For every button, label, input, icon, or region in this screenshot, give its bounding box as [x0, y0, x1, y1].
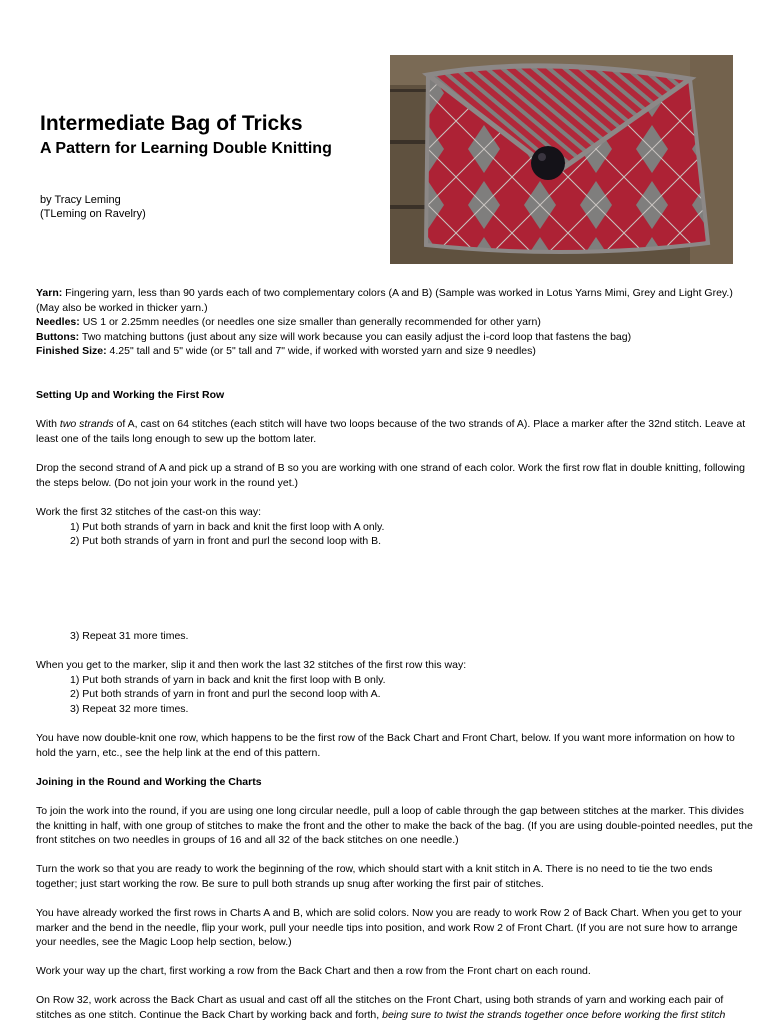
- section1-para2: [36, 461, 754, 490]
- step-item: 1) Put both strands of yarn in back and knit the first loop with A only.: [70, 520, 385, 533]
- charts-paragraph: You have already worked the first rows in Charts A and B, which are solid colors. Now you are ready to work Row 2 of Back Chart. When you get to your marker and the bend in the needle, flip your work, pull your needle tips into position, and work Row 2 of Front Chart. (If you are not sure how to arrange your needles, see the Magic Loop help section, below.): [36, 907, 742, 949]
- cast-on-emphasis: two strands: [59, 418, 114, 430]
- needles-text: US 1 or 2.25mm needles (or needles one size smaller than generally recommended for other yarn): [79, 316, 541, 329]
- author-ravelry: (TLeming on Ravelry): [40, 208, 146, 220]
- section1-steps-b: [36, 658, 754, 716]
- yarn-line: [36, 286, 754, 315]
- marker-intro: When you get to the marker, slip it and then work the last 32 stitches of the first row this way:: [36, 659, 467, 671]
- row-32-text: On Row 32, work across the Back Chart as usual and cast off all the stitches on the Front Chart, using both strands of yarn and working each pair of stitches as one stitch. Continue the Back Chart by working back and forth,: [36, 994, 724, 1021]
- section-heading-first-row: Setting Up and Working the First Row: [36, 389, 225, 401]
- section2-para2: [36, 862, 754, 891]
- drop-strand-paragraph: Drop the second strand of A and pick up a strand of B so you are working with one strand of each color. Work the first row flat in double knitting, following the steps below. (Do not join your work in the round yet.): [36, 462, 745, 489]
- cast-on-text-a: With: [36, 418, 60, 430]
- step-item: 3) Repeat 31 more times.: [70, 630, 189, 642]
- page-subtitle: A Pattern for Learning Double Knitting: [40, 140, 332, 157]
- work-up-chart-paragraph: Work your way up the chart, first working a row from the Back Chart and then a row from the Front chart on each round.: [36, 965, 591, 977]
- buttons-line: [36, 330, 754, 345]
- section2-para4: [36, 964, 754, 979]
- join-round-paragraph: To join the work into the round, if you are using one long circular needle, pull a loop of cable through the gap between stitches at the marker. This divides the knitting in half, with one group of stitches to make the front and the other to make the back of the bag. (If you are using double-pointed needles, put the front stitches on two needles in groups of 16 and all 32 of the back stitches on one needle.): [36, 805, 753, 847]
- yarn-text: Fingering yarn, less than 90 yards each of two complementary colors (A and B) (Sample was worked in Lotus Yarns Mimi, Grey and Light Grey.) (May also be worked in thicker yarn.): [36, 287, 733, 314]
- double-knit-summary: You have now double-knit one row, which happens to be the first row of the Back Chart and Front Chart, below. If you want more information on how to hold the yarn, etc., see the help link at the end of this pattern.: [36, 732, 735, 759]
- materials-list: [36, 286, 754, 359]
- row-32-paragraph: [36, 993, 754, 1022]
- cast-on-text-b: of A, cast on 64 stitches (each stitch will have two loops because of the two strands of A). Place a marker after the 32nd stitch. Leave at least one of the tails long enough to sew up the bottom later.: [36, 418, 746, 445]
- section2-para3: [36, 906, 754, 950]
- section-first-row: [36, 388, 754, 403]
- section2-para1: [36, 804, 754, 848]
- author-byline: [40, 193, 146, 221]
- first-32-intro: Work the first 32 stitches of the cast-on this way:: [36, 506, 262, 518]
- cast-on-paragraph: [36, 417, 754, 446]
- author-name: by Tracy Leming: [40, 194, 121, 206]
- bag-illustration: [390, 55, 733, 264]
- section-joining: [36, 775, 754, 790]
- row-32-emphasis: being sure to twist the strands together once before working the first stitch: [382, 1008, 726, 1021]
- page-title: Intermediate Bag of Tricks: [40, 112, 303, 135]
- section1-step3: [36, 629, 754, 644]
- section1-para5: [36, 731, 754, 760]
- turn-work-paragraph: Turn the work so that you are ready to work the beginning of the row, which should start with a knit stitch in A. There is no need to tie the two ends together; just start working the row. Be sure to pull both strands up snug after working the first pair of stitches.: [36, 863, 713, 890]
- section2-para5: [36, 993, 754, 1022]
- step-item: 2) Put both strands of yarn in front and purl the second loop with A.: [70, 688, 381, 701]
- yarn-label: Yarn:: [36, 287, 63, 299]
- section-heading-joining: Joining in the Round and Working the Charts: [36, 776, 262, 788]
- buttons-text: Two matching buttons (just about any size will work because you can easily adjust the i-cord loop that fastens the bag): [79, 330, 632, 343]
- needles-label: Needles:: [36, 316, 80, 329]
- step-item: 3) Repeat 32 more times.: [70, 702, 189, 715]
- size-label: Finished Size:: [36, 345, 107, 358]
- needles-line: [36, 315, 754, 330]
- size-text: 4.25" tall and 5" wide (or 5" tall and 7" wide, if worked with worsted yarn and size 9 needles): [106, 345, 536, 358]
- buttons-label: Buttons:: [36, 330, 80, 343]
- section1-para1: [36, 417, 754, 446]
- knitted-bag-photo: [390, 55, 733, 264]
- step-item: 1) Put both strands of yarn in back and knit the first loop with B only.: [70, 673, 386, 686]
- step-item: 2) Put both strands of yarn in front and purl the second loop with B.: [70, 535, 382, 548]
- size-line: [36, 344, 754, 359]
- section1-steps-a: [36, 505, 754, 549]
